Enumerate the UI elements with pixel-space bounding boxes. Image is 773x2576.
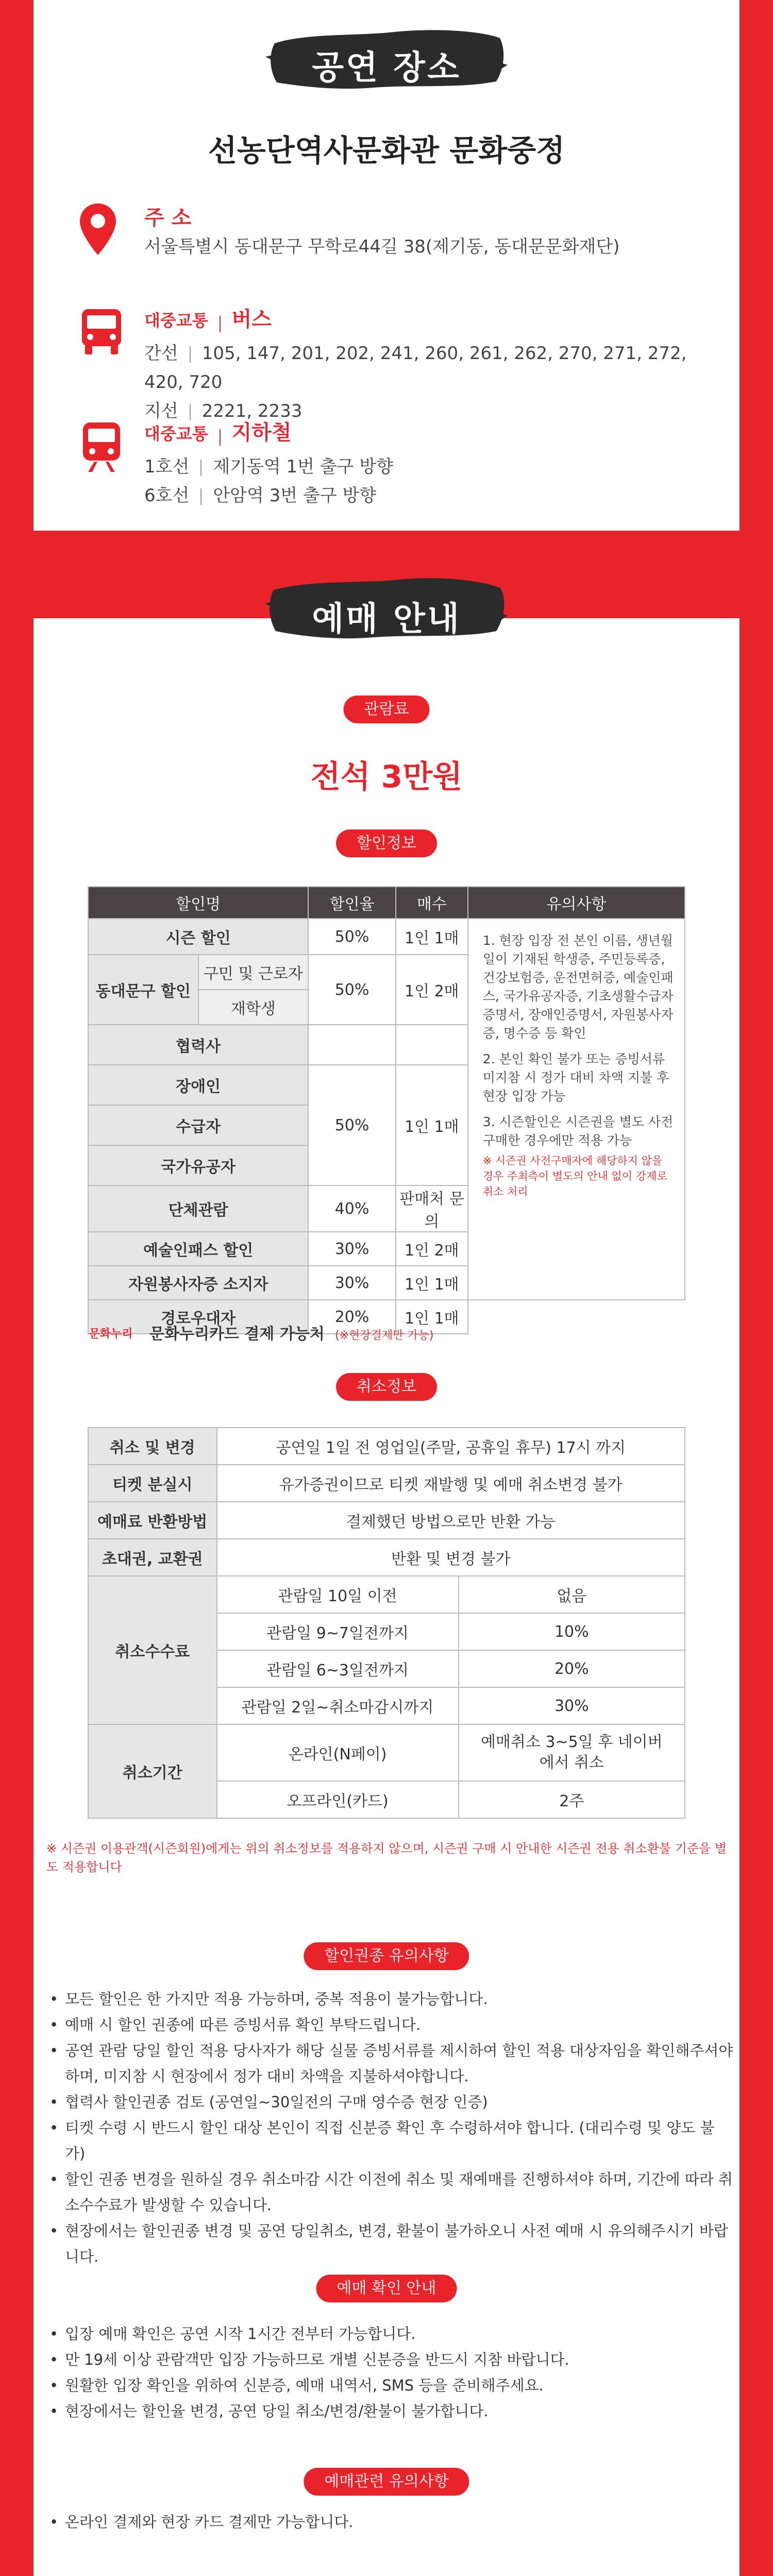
price-text: 전석 3만원 xyxy=(310,759,463,795)
notes-cell: 1. 현장 입장 전 본인 이름, 생년월일이 기재된 학생증, 주민등록증, 건강보험증, 운전면허증, 예술인패스, 국가유공자증, 기초생활수급자증명서, 장애인증명서, 자원봉사자증, 명수증 등 확인 2. 본인 확인 불가 또는 증빙서류 미지참 시 정가 대비 차액 지불 후 현장 입장 가능 3. 시즌할인은 시즌권을 별도 사전 구매한 경우에만 적용 가능 ※ 시즌권 사전구매자에 해당하지 않을 경우 주최측이 별도의 안내 없이 강제로 취소 처리 xyxy=(468,919,685,1300)
table-row: 자원봉사자증 소지자 30% 1인 1매 xyxy=(88,1266,685,1300)
table-row: 관람일 9~7일전까지 10% xyxy=(88,1613,685,1650)
subway-line-row: 6호선 안암역 3번 출구 방향 xyxy=(144,485,377,506)
table-row: 단체관람 40% 판매처 문의 xyxy=(88,1185,685,1232)
list-item: • 만 19세 이상 관람객만 입장 가능하므로 개별 신분증을 반드시 지참 바랍니다. xyxy=(46,2347,734,2372)
bus-label: 버스 xyxy=(231,308,272,331)
table-row: 관람일 2일~취소마감시까지 30% xyxy=(88,1687,685,1724)
table-row: 협력사 xyxy=(88,1025,685,1065)
booking-heading: 예매 안내 xyxy=(312,600,461,638)
cancel-pill: 취소정보 xyxy=(336,1373,437,1401)
list-item: • 현장에서는 할인율 변경, 공연 당일 취소/변경/환불이 불가합니다. xyxy=(46,2398,734,2424)
fee-pill: 관람료 xyxy=(344,696,430,723)
subway-icon xyxy=(80,422,121,474)
table-row: 재학생 xyxy=(88,990,685,1025)
table-header-row xyxy=(88,887,685,919)
booking-heading-brush xyxy=(265,569,508,647)
table-row: 동대문구 할인 구민 및 근로자 50% 1인 2매 xyxy=(88,955,685,990)
subway-row xyxy=(80,417,709,510)
venue-name: 선농단역사문화관 문화중정 xyxy=(208,133,565,168)
transit-label: 대중교통 xyxy=(144,311,208,330)
nuri-card-row xyxy=(82,1319,649,1350)
table-row: 취소 및 변경 공연일 1일 전 영업일(주말, 공휴일 휴무) 17시 까지 xyxy=(88,1428,685,1465)
table-row: 수급자 xyxy=(88,1105,685,1145)
header-cell: 매수 xyxy=(396,887,468,919)
payment-list xyxy=(46,2509,734,2535)
header-cell: 유의사항 xyxy=(468,887,685,919)
table-row: 장애인 50% 1인 1매 xyxy=(88,1065,685,1105)
bus-icon xyxy=(80,309,121,358)
list-item: • 원활한 입장 확인을 위하여 신분증, 예매 내역서, SMS 등을 준비해주세요. xyxy=(46,2372,734,2398)
table-row: 오프라인(카드) 2주 xyxy=(88,1781,685,1818)
list-item: • 협력사 할인권종 검토 (공연일~30일전의 구매 영수증 현장 인증) xyxy=(46,2089,734,2115)
bus-row xyxy=(80,304,709,421)
table-row: 초대권, 교환권 반환 및 변경 불가 xyxy=(88,1539,685,1576)
list-item: • 온라인 결제와 현장 카드 결제만 가능합니다. xyxy=(46,2509,734,2535)
discount-table xyxy=(88,886,685,1334)
bus-route-row: 지선 2221, 2233 xyxy=(144,401,303,421)
payment-pill: 예매관련 유의사항 xyxy=(304,2468,469,2496)
transit-label: 대중교통 xyxy=(144,424,208,444)
list-item: • 입장 예매 확인은 공연 시작 1시간 전부터 가능합니다. xyxy=(46,2321,734,2347)
table-row: 국가유공자 xyxy=(88,1145,685,1185)
table-row: 취소수수료 관람일 10일 이전 없음 xyxy=(88,1576,685,1613)
table-row: 관람일 6~3일전까지 20% xyxy=(88,1650,685,1687)
list-item: • 예매 시 할인 권종에 따른 증빙서류 확인 부탁드립니다. xyxy=(46,2012,734,2038)
confirm-pill: 예매 확인 안내 xyxy=(316,2275,457,2302)
address-label: 주 소 xyxy=(144,206,192,230)
list-item: • 티켓 수령 시 반드시 할인 대상 본인이 직접 신분증 확인 후 수령하셔야 합니다. (대리수령 및 양도 불가) xyxy=(46,2115,734,2166)
list-item: • 할인 권종 변경을 원하실 경우 취소마감 시간 이전에 취소 및 재예매를 진행하셔야 하며, 기간에 따라 취소수수료가 발생할 수 있습니다. xyxy=(46,2166,734,2218)
discount-pill: 할인정보 xyxy=(336,829,437,857)
confirm-list xyxy=(46,2321,734,2424)
table-row: 티켓 분실시 유가증권이므로 티켓 재발행 및 예매 취소변경 불가 xyxy=(88,1465,685,1502)
table-row: 경로우대자 20% 1인 1매 xyxy=(88,1300,685,1334)
location-pin-icon xyxy=(80,204,121,257)
nuri-logo: 문화누리 xyxy=(89,1328,133,1341)
header-cell: 할인명 xyxy=(88,887,308,919)
venue-heading: 공연 장소 xyxy=(312,48,461,87)
list-item: • 현장에서는 할인권종 변경 및 공연 당일취소, 변경, 환불이 불가하오니 사전 예매 시 유의해주시기 바랍니다. xyxy=(46,2218,734,2269)
subway-line-row: 1호선 제기동역 1번 출구 방향 xyxy=(144,456,393,477)
list-item: • 공연 관람 당일 할인 적용 당사자가 해당 실물 증빙서류를 제시하여 할인 적용 대상자임을 확인해주셔야하며, 미지참 시 현장에서 정가 대비 차액을 지불하셔야합니다. xyxy=(46,2038,734,2089)
venue-heading-brush xyxy=(265,21,508,98)
address-text: 서울특별시 동대문구 무학로44길 38(제기동, 동대문문화재단) xyxy=(144,236,620,257)
table-row: 시즌 할인 50% 1인 1매 1. 현장 입장 전 본인 이름, 생년월일이 기재된 학생증, 주민등록증, 건강보험증, 운전면허증, 예술인패스, 국가유공자증, 기초생활수급자증명서, 장애인증명서, 자원봉사자증, 명수증 등 확인 2. 본인 확인 불가 또는 증빙서류 미지참 시 정가 대비 차액 지불 후 현장 입장 가능 3. 시즌할인은 시즌권을 별도 사전 구매한 경우에만 적용 가능 ※ 시즌권 사전구매자에 해당하지 않을 경우 주최측이 별도의 안내 없이 강제로 취소 처리 xyxy=(88,919,685,955)
address-row xyxy=(80,204,709,265)
list-item: • 모든 할인은 한 가지만 적용 가능하며, 중복 적용이 불가능합니다. xyxy=(46,1986,734,2012)
cancel-note: ※ 시즌권 이용관객(시즌회원)에게는 위의 취소정보를 적용하지 않으며, 시즌권 구매 시 안내한 시즌권 전용 취소환불 기준을 별도 적용합니다 xyxy=(46,1841,727,1874)
table-row: 예술인패스 할인 30% 1인 2매 xyxy=(88,1232,685,1266)
nuri-text: 문화누리카드 결제 가능처 xyxy=(149,1325,325,1343)
nuri-sub: (※현장결제만 가능) xyxy=(335,1329,434,1342)
subway-label: 지하철 xyxy=(231,421,292,445)
voucher-list xyxy=(46,1986,734,2269)
cancel-table xyxy=(88,1427,685,1819)
bus-route-row: 간선 105, 147, 201, 202, 241, 260, 261, 262, 270, 271, 272, 420, 720 xyxy=(144,343,687,393)
header-cell: 할인율 xyxy=(308,887,396,919)
table-row: 취소기간 온라인(N페이) 예매취소 3~5일 후 네이버에서 취소 xyxy=(88,1724,685,1781)
voucher-pill: 할인권종 유의사항 xyxy=(304,1942,469,1970)
table-row: 예매료 반환방법 결제했던 방법으로만 반환 가능 xyxy=(88,1502,685,1539)
